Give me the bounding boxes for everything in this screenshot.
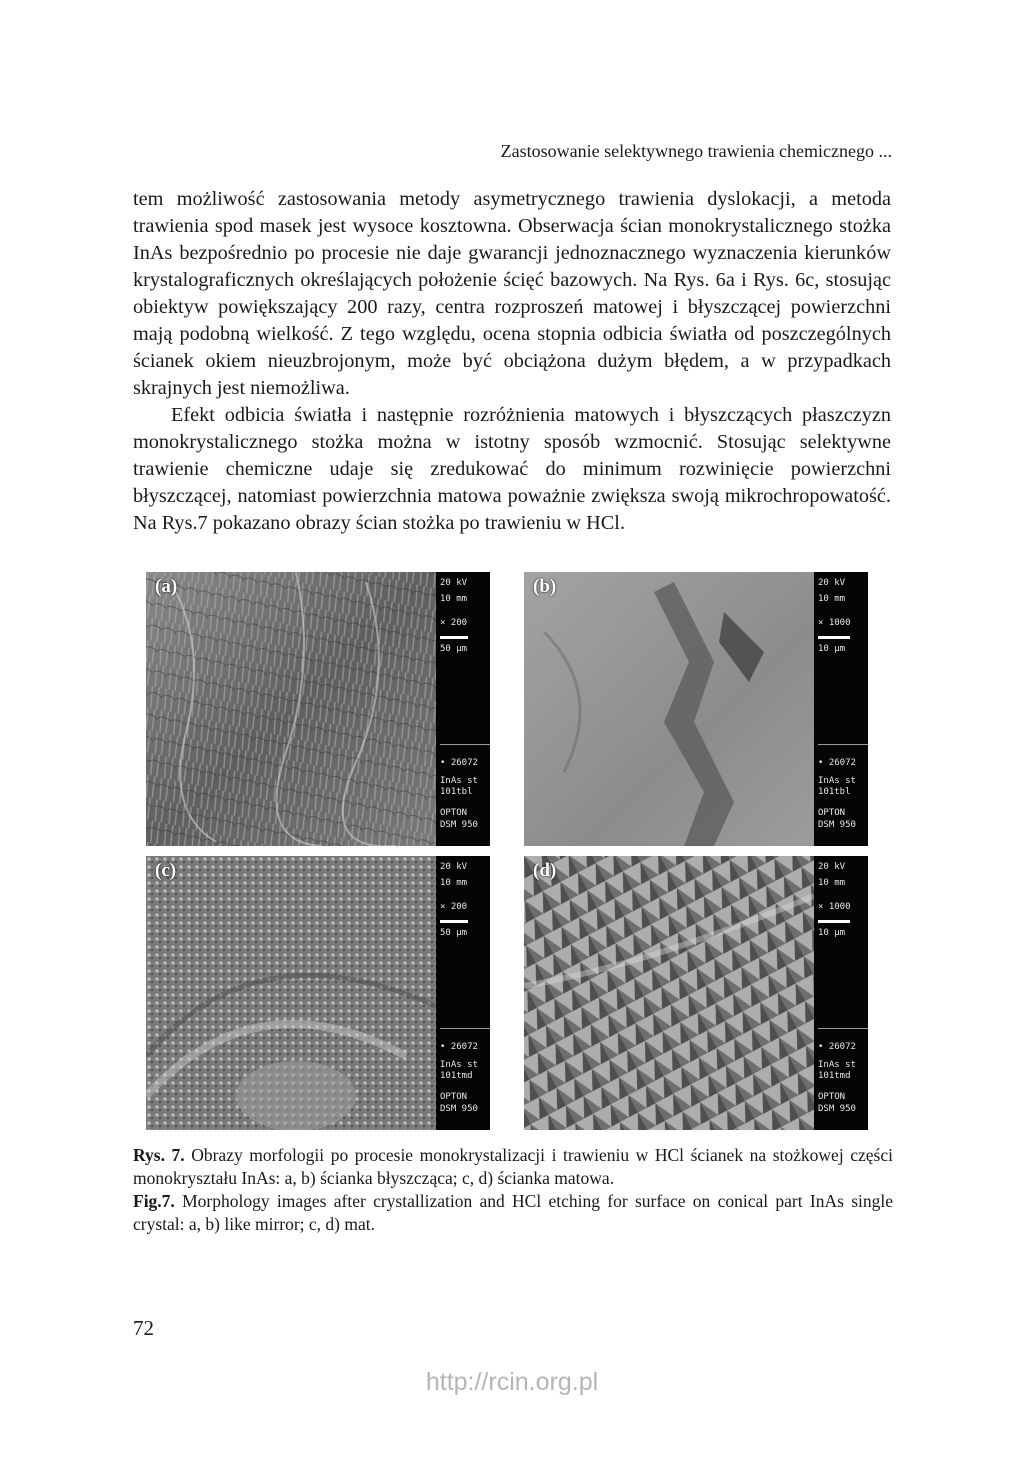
panel-label-b: (b) (533, 576, 557, 597)
sem-image-b (524, 572, 868, 846)
body-text (133, 186, 891, 537)
panel-label-d: (d) (533, 860, 557, 881)
scale-bar (440, 636, 468, 639)
paragraph-1: tem możliwość zastosowania metody asymetrycznego trawienia dyslokacji, a metoda trawienia spod masek jest wysoce kosztowna. Obserwacja ścian monokrystalicznego stożka InAs bezpośrednio po procesie nie daje gwarancji jednoznacznego wyznaczenia kierunków krystalograficznych określających położenie ścięć bazowych. Na Rys. 6a i Rys. 6c, stosując obiektyw powiększający 200 razy, centra rozproszeń matowej i błyszczącej powierzchni mają podobną wielkość. Z tego względu, ocena stopnia odbicia światła od poszczególnych ścianek okiem nieuzbrojonym, może być obciążona dużym błędem, a w przypadkach skrajnych jest niemożliwa. (133, 188, 891, 399)
scale-bar (818, 636, 850, 639)
figure-7 (146, 572, 888, 1128)
sem-info-bar-a: 20 kV 10 mm × 200 50 μm • 26072 InAs st 101tbl OPTON DSM 950 (436, 572, 490, 846)
sem-texture-c (146, 856, 436, 1130)
panel-label-a: (a) (155, 576, 178, 597)
sem-info-bar-b: 20 kV 10 mm × 1000 10 μm • 26072 InAs st 101tbl OPTON DSM 950 (814, 572, 868, 846)
sem-image-a (146, 572, 490, 846)
paragraph-2: Efekt odbicia światła i następnie rozróżnienia matowych i błyszczących płaszczyzn monokrystalicznego stożka można w istotny sposób wzmocnić. Stosując selektywne trawienie chemiczne udaje się zredukować do minimum rozwinięcie powierzchni błyszczącej, natomiast powierzchnia matowa poważnie zwiększa swoją mikrochropowatość. Na Rys.7 pokazano obrazy ścian stożka po trawieniu w HCl. (133, 404, 891, 534)
caption-polish: Rys. 7. Obrazy morfologii po procesie monokrystalizacji i trawieniu w HCl ścianek na stożkowej części monokryształu InAs: a, b) ścianka błyszcząca; c, d) ścianka matowa. (133, 1145, 893, 1188)
scale-bar (818, 920, 850, 923)
sem-info-bar-c: 20 kV 10 mm × 200 50 μm • 26072 InAs st 101tmd OPTON DSM 950 (436, 856, 490, 1130)
panel-label-c: (c) (155, 860, 177, 881)
page-number: 72 (133, 1316, 154, 1340)
scale-bar (440, 920, 468, 923)
sem-texture-a (146, 572, 436, 846)
sem-image-c (146, 856, 490, 1130)
sem-info-bar-d: 20 kV 10 mm × 1000 10 μm • 26072 InAs st 101tmd OPTON DSM 950 (814, 856, 868, 1130)
figure-caption (133, 1144, 893, 1236)
footer-url[interactable]: http://rcin.org.pl (425, 1368, 599, 1396)
running-head: Zastosowanie selektywnego trawienia chemicznego ... (500, 141, 892, 161)
sem-texture-b (524, 572, 814, 846)
sem-texture-d (524, 856, 814, 1130)
caption-english: Fig.7. Morphology images after crystallization and HCl etching for surface on conical part InAs single crystal: a, b) like mirror; c, d) mat. (133, 1191, 893, 1234)
sem-image-d (524, 856, 868, 1130)
